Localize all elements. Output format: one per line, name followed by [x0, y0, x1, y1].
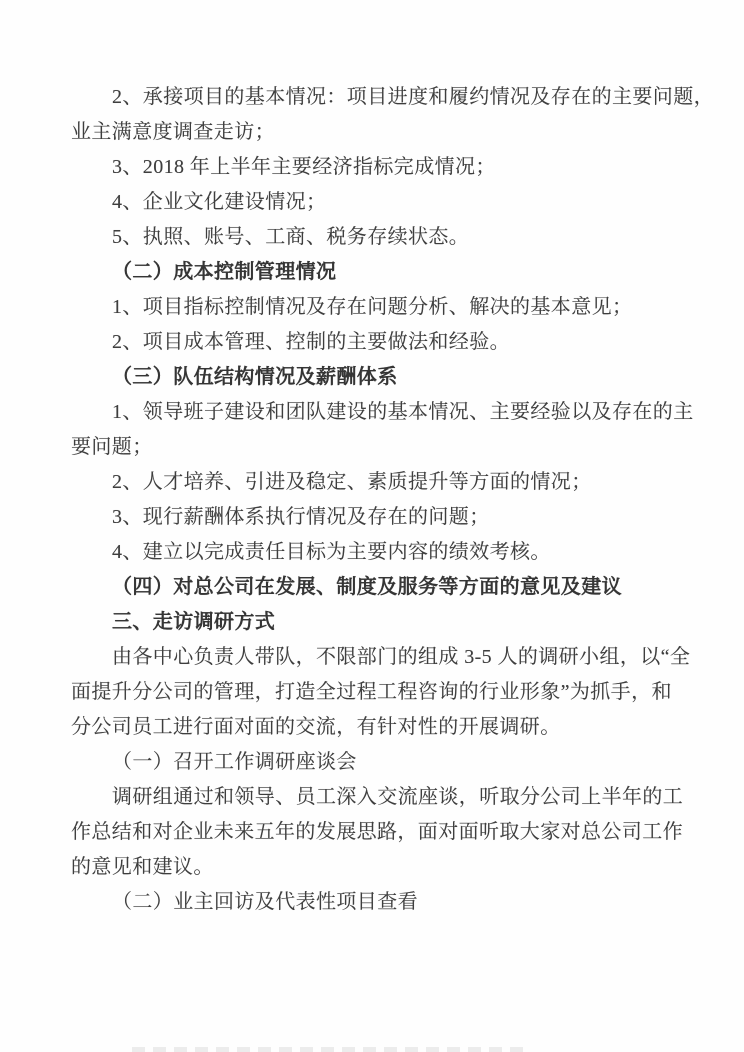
document-text-block: [71, 80, 714, 920]
heading-line: （二）成本控制管理情况: [112, 261, 337, 283]
body-text-line: 2、项目成本管理、控制的主要做法和经验。: [112, 331, 510, 353]
body-text-line: 5、执照、账号、工商、税务存续状态。: [112, 226, 470, 248]
body-text-line: 3、现行薪酬体系执行情况及存在的问题；: [112, 506, 490, 528]
body-text-line: 由各中心负责人带队，不限部门的组成 3-5 人的调研小组，以“全: [112, 646, 691, 668]
body-text-line: 1、领导班子建设和团队建设的基本情况、主要经验以及存在的主: [112, 401, 694, 423]
heading-line: 三、走访调研方式: [112, 611, 276, 633]
body-text-line: 1、项目指标控制情况及存在问题分析、解决的基本意见；: [112, 296, 633, 318]
body-text-line: （二）业主回访及代表性项目查看: [112, 891, 418, 913]
body-text-line: 要问题；: [71, 436, 153, 458]
body-text-line: 分公司员工进行面对面的交流，有针对性的开展调研。: [71, 716, 561, 738]
body-text-line: 业主满意度调查走访；: [71, 121, 275, 143]
body-text-line: 4、企业文化建设情况；: [112, 191, 327, 213]
body-text-line: 2、承接项目的基本情况：项目进度和履约情况及存在的主要问题，: [112, 86, 714, 108]
body-text-line: 作总结和对企业未来五年的发展思路，面对面听取大家对总公司工作: [71, 821, 683, 843]
scan-cutoff-line-artifact: [132, 1047, 524, 1052]
body-text-line: （一）召开工作调研座谈会: [112, 751, 357, 773]
body-text-line: 调研组通过和领导、员工深入交流座谈，听取分公司上半年的工: [112, 786, 684, 808]
heading-line: （四）对总公司在发展、制度及服务等方面的意见及建议: [112, 576, 622, 598]
body-text-line: 3、2018 年上半年主要经济指标完成情况；: [112, 156, 496, 178]
body-text-line: 4、建立以完成责任目标为主要内容的绩效考核。: [112, 541, 551, 563]
body-text-line: 的意见和建议。: [71, 856, 214, 878]
body-text-line: 2、人才培养、引进及稳定、素质提升等方面的情况；: [112, 471, 592, 493]
body-text-line: 面提升分公司的管理，打造全过程工程咨询的行业形象”为抓手，和: [71, 681, 672, 703]
heading-line: （三）队伍结构情况及薪酬体系: [112, 366, 398, 388]
